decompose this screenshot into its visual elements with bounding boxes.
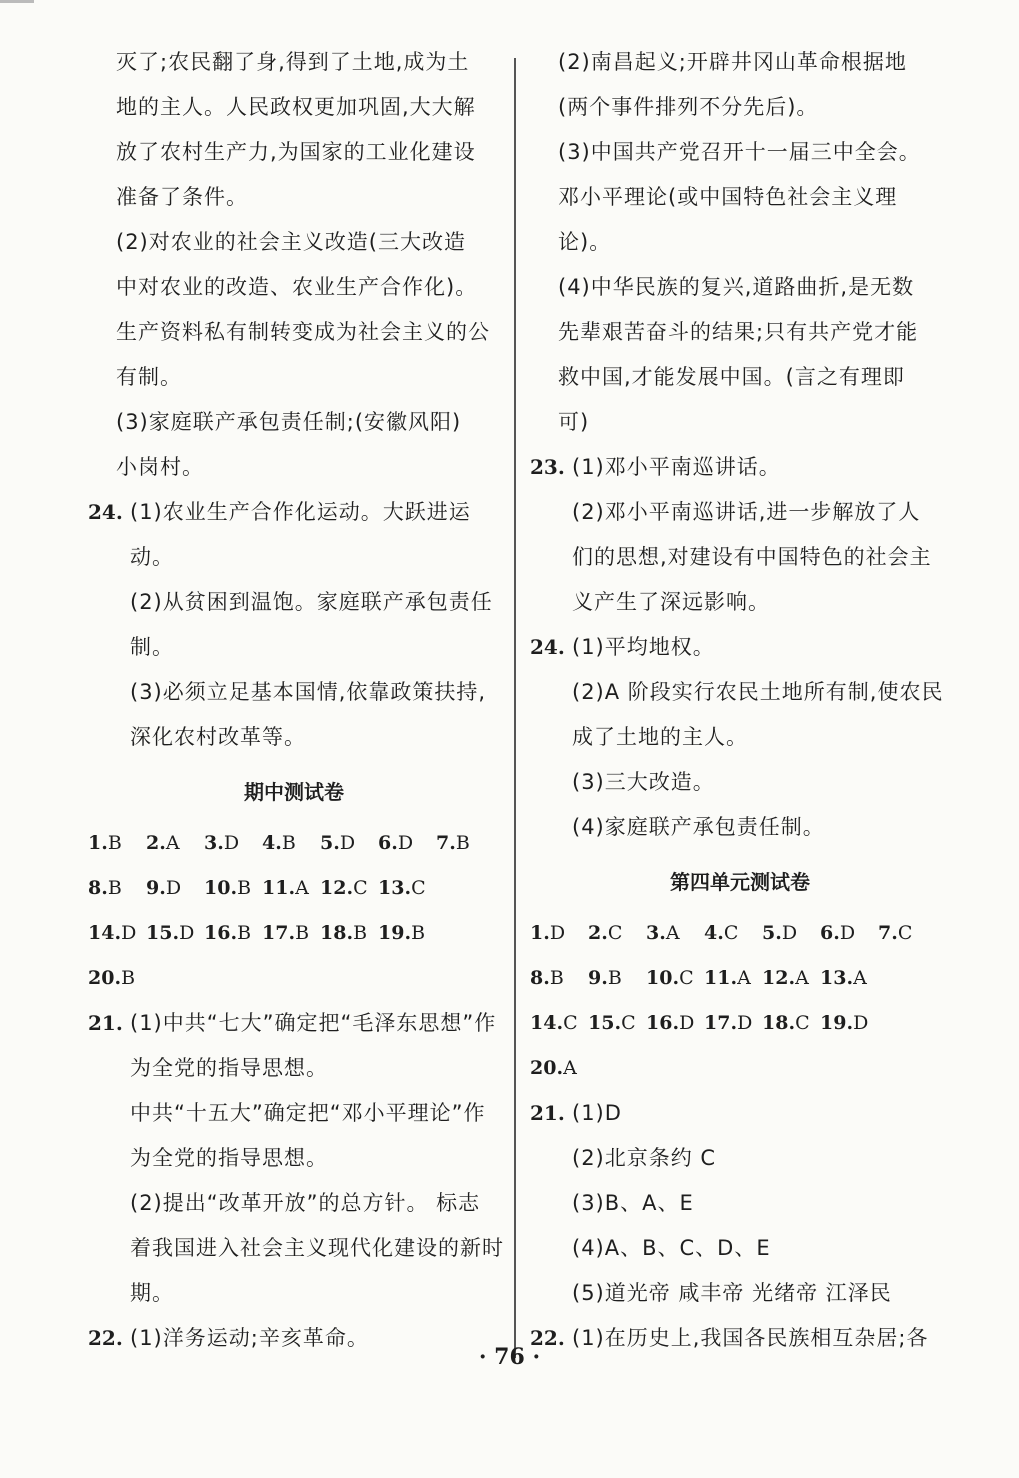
choice-answer — [646, 911, 704, 956]
answer-line: 灭了;农民翻了身,得到了土地,成为土 — [116, 50, 470, 74]
choice-answer — [204, 866, 262, 911]
choice-answer — [878, 911, 936, 956]
choice-letter: C — [353, 877, 368, 899]
choice-answer — [588, 911, 646, 956]
choice-answer — [530, 1046, 588, 1091]
answer-item — [530, 625, 950, 850]
answer-line: 中对农业的改造、农业生产合作化)。 — [116, 275, 478, 299]
choice-answer — [762, 1001, 820, 1046]
choice-answer — [530, 911, 588, 956]
choice-answers — [530, 911, 950, 1091]
section-heading: 期中测试卷 — [244, 780, 344, 804]
choice-letter: C — [563, 1012, 578, 1034]
choice-letter: B — [455, 832, 470, 854]
choice-answer — [704, 956, 762, 1001]
choice-number: 10. — [204, 877, 238, 899]
choice-letter: D — [737, 1012, 753, 1034]
choice-letter: B — [121, 967, 136, 989]
answer-line: (1)中共“七大”确定把“毛泽东思想”作 — [130, 1011, 497, 1035]
choice-number: 17. — [262, 922, 296, 944]
choice-answer — [646, 1001, 704, 1046]
answer-line: 着我国进入社会主义现代化建设的新时 — [130, 1236, 504, 1260]
choice-number: 11. — [704, 967, 738, 989]
answer-line: (5)道光帝 咸丰帝 光绪帝 江泽民 — [572, 1281, 892, 1305]
choice-row — [530, 911, 950, 956]
choice-letter: B — [353, 922, 368, 944]
choice-answer — [378, 866, 436, 911]
choice-number: 17. — [704, 1012, 738, 1034]
answer-line: (2)北京条约 C — [572, 1146, 717, 1170]
choice-letter: D — [839, 922, 856, 944]
choice-letter: C — [679, 967, 694, 989]
answer-line: 邓小平理论(或中国特色社会主义理 — [558, 185, 898, 209]
choice-number: 18. — [762, 1012, 796, 1034]
choice-letter: A — [795, 967, 809, 989]
choice-number: 9. — [588, 967, 608, 989]
choice-number: 3. — [646, 922, 666, 944]
choice-answer — [204, 821, 262, 866]
choice-row — [88, 911, 500, 956]
choice-number: 3. — [204, 832, 224, 854]
answer-line: 动。 — [130, 545, 174, 569]
choice-letter: D — [339, 832, 356, 854]
choice-number: 19. — [378, 922, 412, 944]
choice-answer — [88, 911, 146, 956]
answer-line: (2)提出“改革开放”的总方针。 标志 — [130, 1191, 481, 1215]
choice-number: 12. — [762, 967, 796, 989]
question-number: 24. — [88, 500, 123, 524]
choice-letter: B — [411, 922, 426, 944]
choice-answer — [820, 956, 878, 1001]
answer-line: (3)必须立足基本国情,依靠政策扶持, — [130, 680, 487, 704]
choice-letter: D — [397, 832, 414, 854]
answer-line: (3)中国共产党召开十一届三中全会。 — [558, 140, 921, 164]
choice-letter: D — [679, 1012, 695, 1034]
choice-answer — [530, 956, 588, 1001]
choice-answer — [820, 1001, 878, 1046]
choice-answer — [704, 911, 762, 956]
choice-number: 5. — [762, 922, 782, 944]
choice-number: 16. — [646, 1012, 680, 1034]
answer-line: 小岗村。 — [116, 455, 204, 479]
answer-line: (1)D — [572, 1101, 622, 1125]
choice-answer — [88, 866, 146, 911]
choice-answer — [820, 911, 878, 956]
question-number: 21. — [88, 1011, 123, 1035]
continued-answer — [88, 40, 500, 490]
choice-letter: A — [165, 832, 180, 854]
answer-line: (4)中华民族的复兴,道路曲折,是无数 — [558, 275, 915, 299]
question-number: 22. — [88, 1326, 123, 1350]
choice-answer — [762, 911, 820, 956]
choice-letter: D — [223, 832, 240, 854]
answer-line: (两个事件排列不分先后)。 — [558, 95, 819, 119]
choice-number: 15. — [146, 922, 180, 944]
choice-answer — [204, 911, 262, 956]
answer-line: 生产资料私有制转变成为社会主义的公 — [116, 320, 490, 344]
choice-number: 8. — [88, 877, 108, 899]
answer-line: (3)家庭联产承包责任制;(安徽风阳) — [116, 410, 462, 434]
answer-line: (1)平均地权。 — [572, 635, 715, 659]
choice-number: 12. — [320, 877, 354, 899]
choice-row — [88, 821, 500, 866]
answer-line: 可) — [558, 410, 590, 434]
choice-number: 10. — [646, 967, 680, 989]
question-number: 24. — [530, 635, 565, 659]
choice-number: 1. — [530, 922, 550, 944]
answer-line: 们的思想,对建设有中国特色的社会主 — [572, 545, 932, 569]
answer-line: (4)A、B、C、D、E — [572, 1236, 771, 1260]
choice-letter: D — [781, 922, 798, 944]
question-number: 21. — [530, 1101, 565, 1125]
answer-line: 制。 — [130, 635, 174, 659]
choice-number: 6. — [820, 922, 840, 944]
choice-answer — [588, 1001, 646, 1046]
answer-line: 为全党的指导思想。 — [130, 1056, 328, 1080]
choice-answer — [146, 911, 204, 956]
answer-item — [530, 1091, 950, 1316]
choice-number: 5. — [320, 832, 340, 854]
answer-item — [88, 1001, 504, 1316]
choice-row — [530, 1001, 950, 1046]
choice-letter: B — [281, 832, 296, 854]
choice-number: 14. — [530, 1012, 564, 1034]
choice-number: 1. — [88, 832, 108, 854]
answer-line: 期。 — [130, 1281, 174, 1305]
choice-answer — [146, 866, 204, 911]
choice-letter: B — [237, 877, 252, 899]
choice-answer — [320, 821, 378, 866]
choice-number: 11. — [262, 877, 296, 899]
choice-answer — [436, 821, 494, 866]
choice-letter: C — [897, 922, 913, 944]
choice-row — [88, 866, 500, 911]
answer-line: (2)对农业的社会主义改造(三大改造 — [116, 230, 466, 254]
continued-answer — [530, 40, 950, 445]
choice-answer — [320, 911, 378, 956]
choice-letter: C — [795, 1012, 810, 1034]
choice-letter: A — [563, 1057, 577, 1079]
question-number: 23. — [530, 455, 565, 479]
choice-answer — [530, 1001, 588, 1046]
choice-answer — [762, 956, 820, 1001]
choice-number: 20. — [88, 967, 122, 989]
answer-line: (1)农业生产合作化运动。大跃进运 — [130, 500, 471, 524]
choice-answer — [262, 911, 320, 956]
column-divider — [514, 58, 516, 1358]
choice-answer — [704, 1001, 762, 1046]
choice-number: 14. — [88, 922, 122, 944]
choice-number: 7. — [878, 922, 898, 944]
choice-answer — [320, 866, 378, 911]
answer-line: 深化农村改革等。 — [130, 725, 306, 749]
choice-number: 13. — [820, 967, 854, 989]
choice-letter: D — [853, 1012, 869, 1034]
answer-line: 成了土地的主人。 — [572, 725, 748, 749]
choice-row — [88, 956, 500, 1001]
answer-line: (2)南昌起义;开辟井冈山革命根据地 — [558, 50, 907, 74]
choice-number: 8. — [530, 967, 550, 989]
choice-letter: C — [621, 1012, 636, 1034]
answer-line: 地的主人。人民政权更加巩固,大大解 — [116, 95, 476, 119]
choice-number: 4. — [262, 832, 282, 854]
choice-row — [530, 1046, 950, 1091]
choice-letter: C — [411, 877, 426, 899]
choice-answers — [88, 821, 500, 1001]
choice-number: 2. — [146, 832, 166, 854]
choice-letter: A — [737, 967, 751, 989]
answer-line: (1)在历史上,我国各民族相互杂居;各 — [572, 1326, 929, 1350]
choice-letter: B — [107, 877, 122, 899]
choice-letter: B — [549, 967, 564, 989]
left-column — [88, 40, 504, 1361]
choice-number: 13. — [378, 877, 412, 899]
choice-number: 2. — [588, 922, 608, 944]
answer-line: 救中国,才能发展中国。(言之有理即 — [558, 365, 905, 389]
choice-letter: B — [607, 967, 622, 989]
answer-line: 义产生了深远影响。 — [572, 590, 770, 614]
choice-number: 19. — [820, 1012, 854, 1034]
answer-line: 中共“十五大”确定把“邓小平理论”作 — [130, 1101, 486, 1125]
choice-answer — [262, 866, 320, 911]
answer-line: 有制。 — [116, 365, 182, 389]
choice-letter: A — [665, 922, 680, 944]
choice-letter: C — [723, 922, 739, 944]
answer-line: 论)。 — [558, 230, 612, 254]
choice-number: 9. — [146, 877, 166, 899]
choice-letter: A — [853, 967, 867, 989]
choice-letter: D — [165, 877, 182, 899]
choice-number: 15. — [588, 1012, 622, 1034]
choice-number: 16. — [204, 922, 238, 944]
answer-line: 先辈艰苦奋斗的结果;只有共产党才能 — [558, 320, 919, 344]
choice-letter: C — [607, 922, 623, 944]
answer-line: 放了农村生产力,为国家的工业化建设 — [116, 140, 476, 164]
answer-line: 为全党的指导思想。 — [130, 1146, 328, 1170]
choice-number: 4. — [704, 922, 724, 944]
answer-line: (2)从贫困到温饱。家庭联产承包责任 — [130, 590, 493, 614]
choice-answer — [646, 956, 704, 1001]
choice-row — [530, 956, 950, 1001]
answer-line: (4)家庭联产承包责任制。 — [572, 815, 825, 839]
choice-answer — [88, 821, 146, 866]
answer-line: (1)邓小平南巡讲话。 — [572, 455, 781, 479]
choice-answer — [378, 911, 436, 956]
answer-line: (3)三大改造。 — [572, 770, 715, 794]
choice-answer — [88, 956, 146, 1001]
choice-letter: B — [107, 832, 122, 854]
choice-number: 18. — [320, 922, 354, 944]
choice-letter: B — [237, 922, 252, 944]
choice-letter: A — [295, 877, 309, 899]
choice-answer — [146, 821, 204, 866]
choice-number: 7. — [436, 832, 456, 854]
answer-line: (2)A 阶段实行农民土地所有制,使农民 — [572, 680, 944, 704]
right-column — [530, 40, 950, 1361]
page-number: · 76 · — [478, 1344, 541, 1370]
choice-number: 20. — [530, 1057, 564, 1079]
choice-letter: B — [295, 922, 310, 944]
answer-item — [530, 445, 950, 625]
question-number: 22. — [530, 1326, 565, 1350]
answer-line: (1)洋务运动;辛亥革命。 — [130, 1326, 369, 1350]
answer-line: (3)B、A、E — [572, 1191, 694, 1215]
choice-answer — [378, 821, 436, 866]
section-heading: 第四单元测试卷 — [670, 870, 810, 894]
choice-answer — [262, 821, 320, 866]
scan-mark — [0, 0, 34, 3]
choice-letter: D — [549, 922, 566, 944]
answer-item — [88, 490, 500, 760]
answer-line: (2)邓小平南巡讲话,进一步解放了人 — [572, 500, 921, 524]
answer-line: 准备了条件。 — [116, 185, 248, 209]
choice-letter: D — [179, 922, 195, 944]
choice-letter: D — [121, 922, 137, 944]
choice-number: 6. — [378, 832, 398, 854]
choice-answer — [588, 956, 646, 1001]
